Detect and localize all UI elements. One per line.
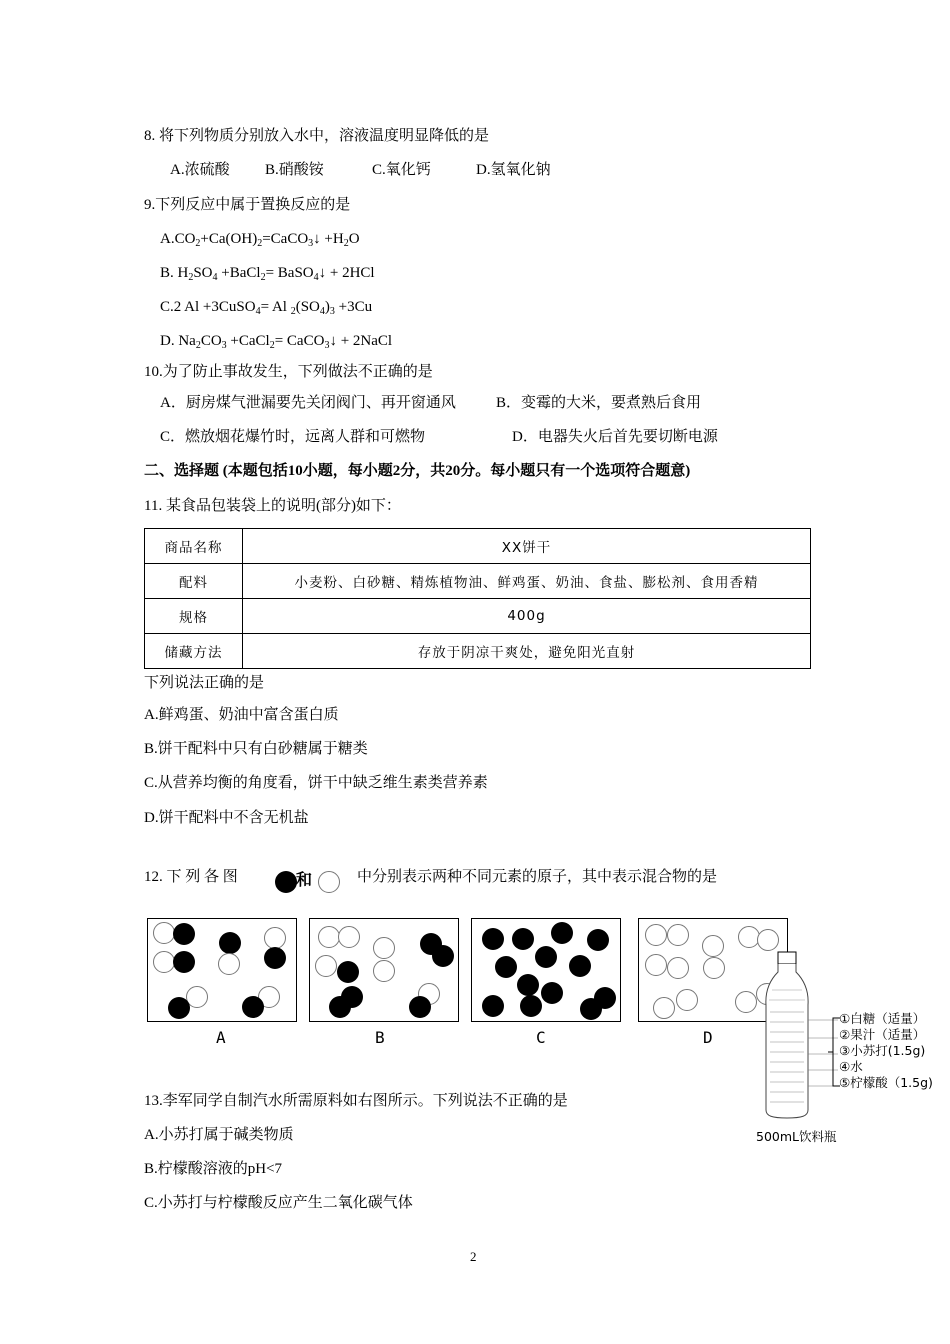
bottle-caption: 500mL饮料瓶 (756, 1129, 837, 1144)
q12-stem-right: 中分别表示两种不同元素的原子，其中表示混合物的是 (357, 869, 718, 885)
table-cell-key: 配料 (145, 564, 243, 599)
white-atom-icon (318, 871, 340, 893)
table-cell-value: 小麦粉、白砂糖、精炼植物油、鲜鸡蛋、奶油、食盐、膨松剂、食用香精 (243, 564, 811, 599)
q9-option-a: $A.CO_2+Ca(OH)_2=CaCO_3↓ +H_2O$ (160, 231, 360, 249)
q8-stem: 8. 将下列物质分别放入水中，溶液温度明显降低的是 (144, 128, 490, 144)
q9-option-d: D. $Na_2CO_3$ +CaCl$_2$= CaCO$_3$↓ + 2NaCl (160, 333, 393, 351)
q13-option-a: A.小苏打属于碱类物质 (144, 1127, 294, 1143)
table-row (145, 529, 811, 564)
black-atom-icon (275, 871, 297, 893)
q8-option-a: A.浓硫酸 (170, 162, 230, 178)
q10-option-c: C．燃放烟花爆竹时，远离人群和可燃物 (160, 429, 426, 445)
diagram-box-c (471, 918, 621, 1022)
q10-stem: 10.为了防止事故发生，下列做法不正确的是 (144, 364, 433, 380)
table-cell-key: 储藏方法 (145, 634, 243, 669)
table-row (145, 634, 811, 669)
q9-option-c: C.2 Al +3CuSO$_4$= Al $_2(SO_4)_3 +3Cu$ (160, 299, 373, 317)
q11-stem: 11. 某食品包装袋上的说明(部分)如下： (144, 498, 401, 514)
q12-stem-left: 12. 下 列 各 图 (144, 869, 238, 885)
q11-prompt: 下列说法正确的是 (144, 675, 265, 691)
q8-option-c: C.氧化钙 (372, 162, 431, 178)
q8-option-d: D.氢氧化钠 (476, 162, 551, 178)
q11-option-c: C.从营养均衡的角度看，饼干中缺乏维生素类营养素 (144, 775, 488, 791)
box-label-a: A (216, 1028, 226, 1047)
q9-stem: 9.下列反应中属于置换反应的是 (144, 197, 351, 213)
diagram-box-b (309, 918, 459, 1022)
q9-option-b: B. $H_2SO_4$ +BaCl$_2$= BaSO$_4$↓ + 2HCl (160, 265, 375, 283)
table-cell-key: 规格 (145, 599, 243, 634)
product-spec-table (144, 528, 811, 669)
q11-option-b: B.饼干配料中只有白砂糖属于糖类 (144, 741, 368, 757)
ingredient-1: ①白糖（适量） (839, 1011, 926, 1026)
ingredient-5: ⑤柠檬酸（1.5g) (839, 1075, 933, 1090)
q11-option-a: A.鲜鸡蛋、奶油中富含蛋白质 (144, 707, 339, 723)
q12-he: 和 (296, 872, 313, 889)
table-row (145, 599, 811, 634)
table-cell-value: XX饼干 (243, 529, 811, 564)
section-heading: 二、选择题 (本题包括10小题，每小题2分，共20分。每小题只有一个选项符合题意) (144, 463, 691, 479)
table-cell-value: 存放于阴凉干爽处，避免阳光直射 (243, 634, 811, 669)
box-label-d: D (703, 1028, 713, 1047)
table-row (145, 564, 811, 599)
q8-option-b: B.硝酸铵 (265, 162, 324, 178)
q10-option-a: A．厨房煤气泄漏要先关闭阀门、再开窗通风 (160, 395, 456, 411)
page-number: 2 (470, 1249, 477, 1264)
q11-option-d: D.饼干配料中不含无机盐 (144, 810, 309, 826)
q10-option-b: B．变霉的大米，要煮熟后食用 (496, 395, 702, 411)
q13-option-c: C.小苏打与柠檬酸反应产生二氧化碳气体 (144, 1195, 413, 1211)
ingredient-2: ②果汁（适量） (839, 1027, 926, 1042)
ingredient-4: ④水 (839, 1059, 863, 1074)
diagram-box-a (147, 918, 297, 1022)
ingredient-3: ③小苏打(1.5g) (839, 1043, 926, 1058)
box-label-c: C (536, 1028, 546, 1047)
q13-stem: 13.李军同学自制汽水所需原料如右图所示。下列说法不正确的是 (144, 1093, 568, 1109)
q13-option-b: B.柠檬酸溶液的pH<7 (144, 1161, 283, 1177)
q10-option-d: D．电器失火后首先要切断电源 (512, 429, 718, 445)
table-cell-value: 400g (243, 599, 811, 634)
box-label-b: B (375, 1028, 385, 1047)
table-cell-key: 商品名称 (145, 529, 243, 564)
